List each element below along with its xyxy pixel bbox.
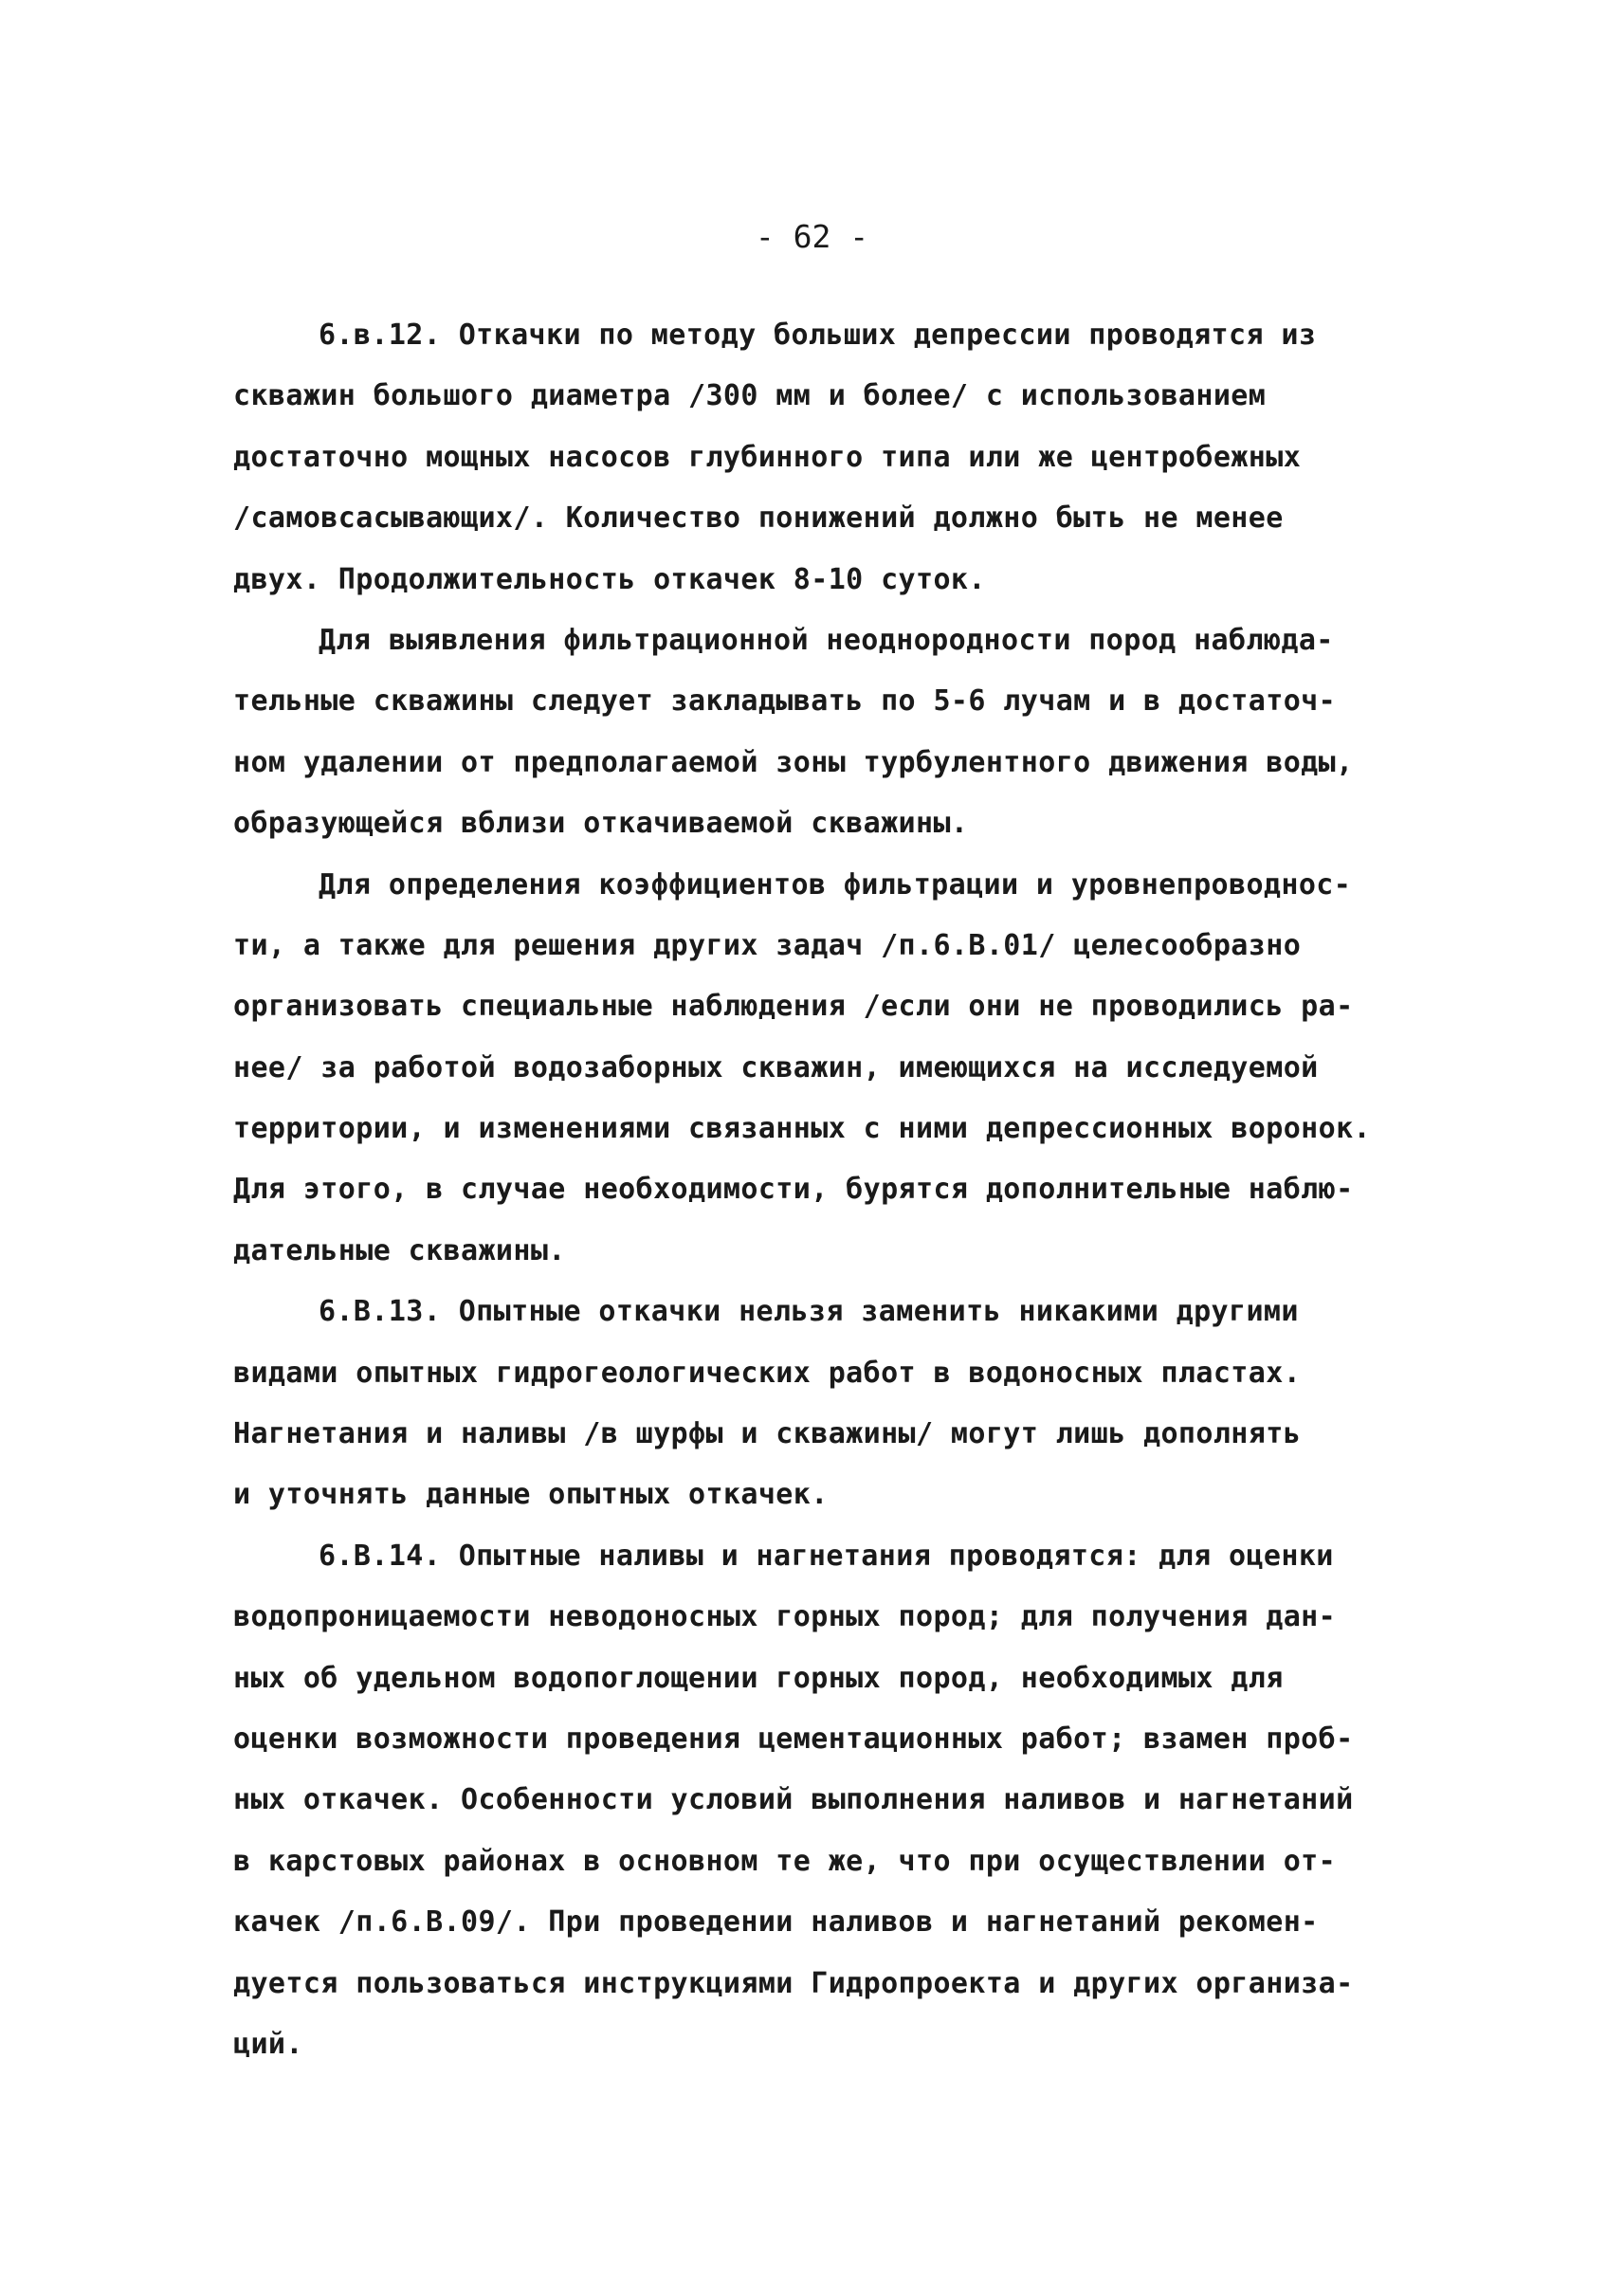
text-line: Для выявления фильтрационной неоднородности пород наблюда- [319, 623, 1334, 657]
text-line: видами опытных гидрогеологических работ в водоносных пластах. [233, 1356, 1302, 1390]
text-line: /самовсасывающих/. Количество понижений должно быть не менее [233, 501, 1284, 536]
text-line: ных откачек. Особенности условий выполнения наливов и нагнетаний [233, 1783, 1354, 1817]
text-line: 6.В.13. Опытные откачки нельзя заменить никакими другими [319, 1295, 1299, 1329]
text-line: территории, и изменениями связанных с ними депрессионных воронок. [233, 1112, 1371, 1146]
text-line: 6.в.12. Откачки по методу больших депрессии проводятся из [319, 319, 1317, 352]
text-line: дательные скважины. [233, 1233, 566, 1267]
text-line: ти, а также для решения других задач /п.6.В.01/ целесообразно [233, 928, 1302, 962]
text-line: двух. Продолжительность откачек 8-10 суток. [233, 562, 986, 596]
text-line: тельные скважины следует закладывать по 5-6 лучам и в достаточ- [233, 684, 1337, 719]
text-line: образующейся вблизи откачиваемой скважины. [233, 807, 969, 841]
text-line: оценки возможности проведения цементационных работ; взамен проб- [233, 1722, 1354, 1756]
text-line: нее/ за работой водозаборных скважин, имеющихся на исследуемой [233, 1050, 1319, 1084]
text-line: ций. [233, 2027, 303, 2061]
text-line: 6.В.14. Опытные наливы и нагнетания проводятся: для оценки [319, 1539, 1334, 1573]
text-line: Для определения коэффициентов фильтрации и уровнепроводнос- [319, 867, 1352, 902]
text-line: организовать специальные наблюдения /если они не проводились ра- [233, 990, 1354, 1024]
text-line: ном удалении от предполагаемой зоны турбулентного движения воды, [233, 745, 1354, 779]
body-text [233, 305, 1447, 2075]
text-line: дуется пользоваться инструкциями Гидропроекта и других организа- [233, 1966, 1354, 2000]
text-line: качек /п.6.В.09/. При проведении наливов и нагнетаний рекомен- [233, 1905, 1319, 1940]
text-line: достаточно мощных насосов глубинного типа или же центробежных [233, 440, 1302, 474]
text-line: водопроницаемости неводоносных горных пород; для получения дан- [233, 1600, 1337, 1634]
text-line: Для этого, в случае необходимости, бурятся дополнительные наблю- [233, 1173, 1354, 1207]
text-line: Нагнетания и наливы /в шурфы и скважины/ могут лишь дополнять [233, 1417, 1302, 1451]
text-line: скважин большого диаметра /300 мм и более/ с использованием [233, 379, 1267, 413]
text-line: и уточнять данные опытных откачек. [233, 1478, 829, 1512]
text-line: в карстовых районах в основном те же, что при осуществлении от- [233, 1844, 1337, 1878]
page-number: - 62 - [755, 218, 869, 255]
text-line: ных об удельном водопоглощении горных пород, необходимых для [233, 1661, 1284, 1695]
